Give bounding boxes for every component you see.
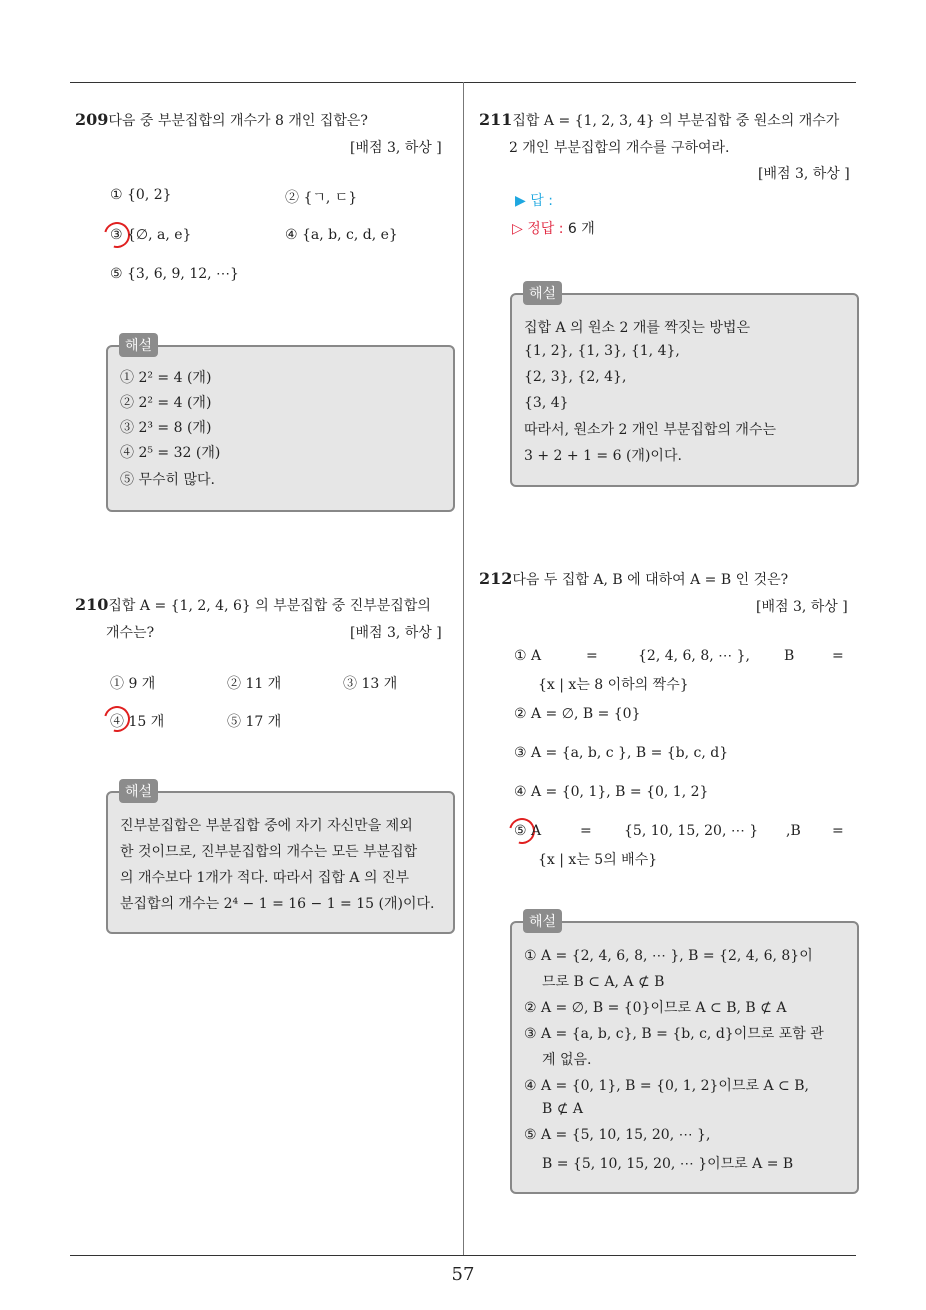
question-text: 집합 A = {1, 2, 3, 4} 의 부분집합 중 원소의 개수가 [512,113,840,129]
solution-label: 해설 [119,333,158,357]
solution-line: {3, 4} [524,395,569,411]
question-text-cont: 개수는? [106,625,155,641]
solution-line: ⑤ A = {5, 10, 15, 20, ⋯ }, [524,1127,711,1143]
solution-box [106,345,455,512]
solution-line: {2, 3}, {2, 4}, [524,369,627,385]
correct-answer-label: ▷ 정답 : [512,221,564,237]
option-2[interactable]: ② A = ∅, B = {0} [514,706,641,722]
correct-answer [512,218,595,238]
solution-line: 3 + 2 + 1 = 6 (개)이다. [524,448,682,464]
solution-line: 계 없음. [542,1052,592,1068]
answer-label: ▶ 답 : [515,193,553,209]
solution-line: B ⊄ A [542,1101,584,1117]
solution-line: ③ 2³ = 8 (개) [120,420,212,436]
solution-label: 해설 [119,779,158,803]
option-3[interactable]: ③ {∅, a, e} [110,227,192,243]
option-5[interactable]: ⑤ {3, 6, 9, 12, ⋯} [110,266,239,282]
solution-line: 진부분집합은 부분집합 중에 자기 자신만을 제외 [120,818,413,834]
option-2[interactable]: ② {ㄱ, ㄷ} [285,190,358,206]
question-text: 다음 중 부분집합의 개수가 8 개인 집합은? [108,113,368,129]
option-3[interactable]: ③ 13 개 [343,676,398,692]
correct-answer-value: 6 개 [567,221,595,237]
question-text-cont: 2 개인 부분집합의 개수를 구하여라. [509,140,730,156]
solution-line: 분집합의 개수는 2⁴ − 1 = 16 − 1 = 15 (개)이다. [120,896,435,912]
solution-line: 집합 A 의 원소 2 개를 짝짓는 방법은 [524,320,750,336]
score-meta: [배점 3, 하상 ] [350,140,442,156]
option-1[interactable]: ① {0, 2} [110,187,172,203]
solution-line: ④ 2⁵ = 32 (개) [120,445,221,461]
question-number: 209 [75,110,109,129]
solution-line: {1, 2}, {1, 3}, {1, 4}, [524,343,680,359]
option-5[interactable]: ⑤ 17 개 [227,714,282,730]
solution-line: B = {5, 10, 15, 20, ⋯ }이므로 A = B [542,1156,794,1172]
question-number: 211 [479,110,513,129]
solution-line: 의 개수보다 1개가 적다. 따라서 집합 A 의 진부 [120,870,409,886]
option-3[interactable]: ③ A = {a, b, c }, B = {b, c, d} [514,745,729,761]
option-5-cont: {x | x는 5의 배수} [538,852,658,868]
solution-box [510,921,859,1194]
question-number: 212 [479,569,513,588]
solution-line: ③ A = {a, b, c}, B = {b, c, d}이므로 포함 관 [524,1026,824,1042]
option-4[interactable]: ④ 15 개 [110,714,165,730]
option-2[interactable]: ② 11 개 [227,676,282,692]
question-text: 집합 A = {1, 2, 4, 6} 의 부분집합 중 진부분집합의 [108,598,431,614]
question-text: 다음 두 집합 A, B 에 대하여 A = B 인 것은? [512,572,789,588]
page-number: 57 [451,1264,475,1285]
option-1-cont: {x | x는 8 이하의 짝수} [538,677,689,693]
option-4[interactable]: ④ A = {0, 1}, B = {0, 1, 2} [514,784,709,800]
score-meta: [배점 3, 하상 ] [350,625,442,641]
solution-line: ① A = {2, 4, 6, 8, ⋯ }, B = {2, 4, 6, 8}이 [524,948,813,964]
solution-box [106,791,455,934]
option-1[interactable]: ① 9 개 [110,676,156,692]
score-meta: [배점 3, 하상 ] [756,599,848,615]
solution-line: ④ A = {0, 1}, B = {0, 1, 2}이므로 A ⊂ B, [524,1078,809,1094]
solution-line: 므로 B ⊂ A, A ⊄ B [542,974,665,990]
option-4[interactable]: ④ {a, b, c, d, e} [285,227,398,243]
solution-line: ② A = ∅, B = {0}이므로 A ⊂ B, B ⊄ A [524,1000,787,1016]
solution-line: ② 2² = 4 (개) [120,395,212,411]
solution-line: 한 것이므로, 진부분집합의 개수는 모든 부분집합 [120,844,418,860]
solution-line: ⑤ 무수히 많다. [120,472,215,488]
footer-rule [70,1255,856,1256]
solution-line: ① 2² = 4 (개) [120,370,212,386]
solution-line: 따라서, 원소가 2 개인 부분집합의 개수는 [524,422,776,438]
score-meta: [배점 3, 하상 ] [758,166,850,182]
solution-label: 해설 [523,281,562,305]
question-number: 210 [75,595,109,614]
solution-label: 해설 [523,909,562,933]
column-divider [463,82,464,1255]
solution-box [510,293,859,487]
